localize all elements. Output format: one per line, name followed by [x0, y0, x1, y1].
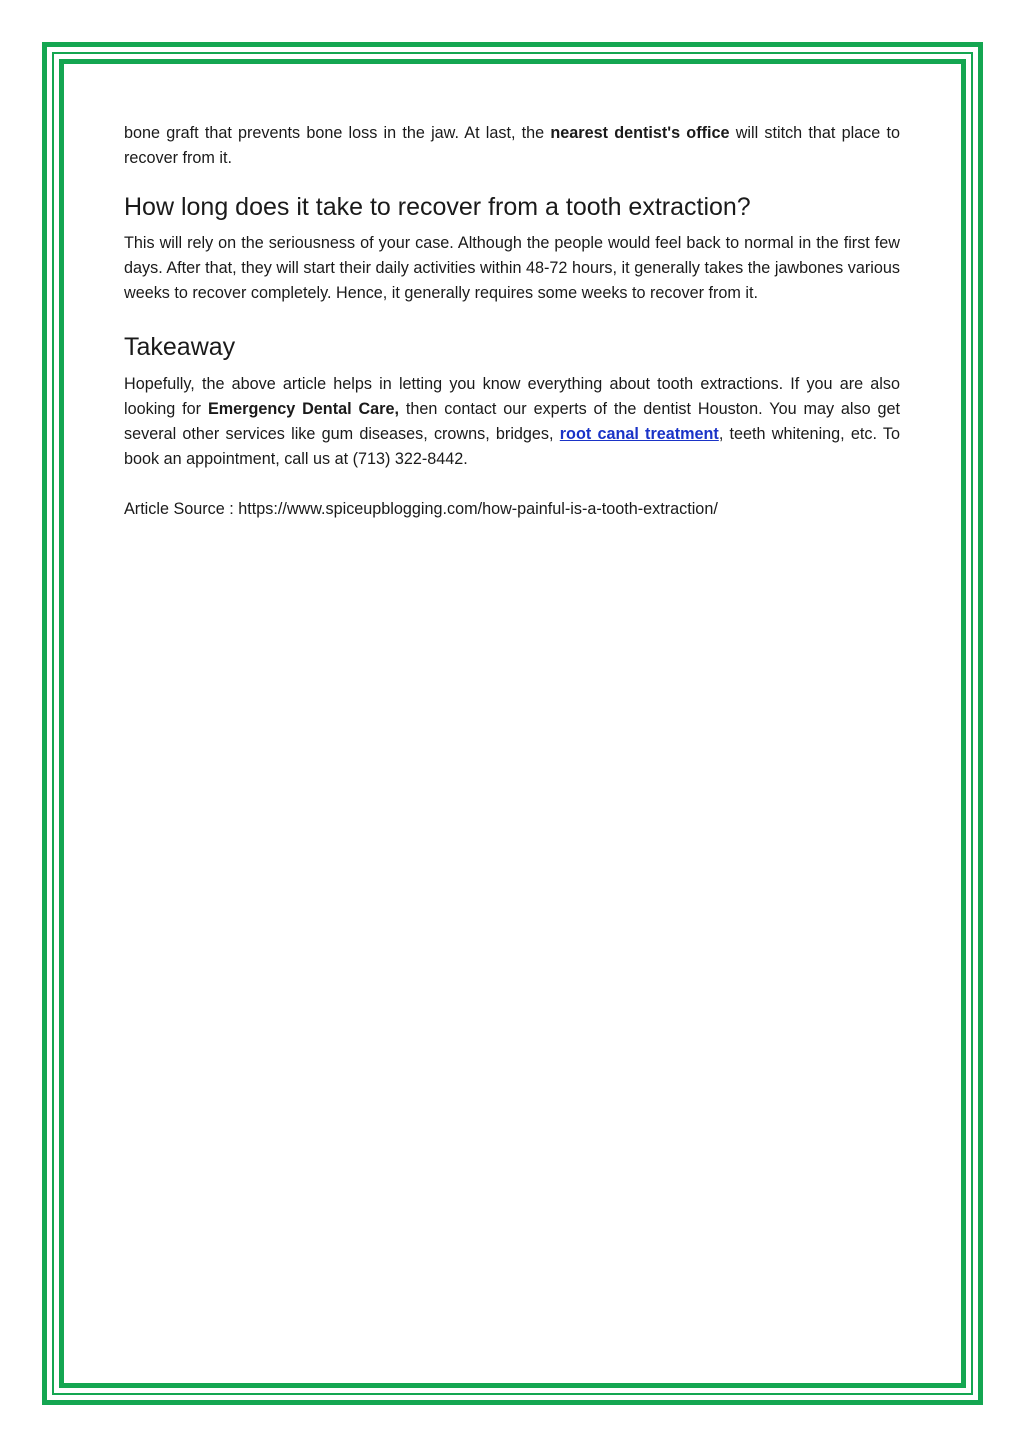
takeaway-text-3: , teeth whitening, etc. To book an appointment, call us at (713) 322-8442.: [124, 425, 901, 468]
intro-text-1: bone graft that prevents bone loss in the jaw. At last, the: [124, 124, 551, 142]
root-canal-treatment-link[interactable]: root canal treatment: [559, 425, 719, 443]
takeaway-text-2: then contact our experts of the dentist Houston. You may also get several other services like gum diseases, crowns, bridges,: [124, 400, 900, 443]
document-content: [124, 121, 900, 522]
intro-paragraph: [124, 121, 900, 171]
recovery-heading: How long does it take to recover from a tooth extraction?: [124, 193, 751, 221]
intro-text-2: will stitch that place to recover from it.: [124, 124, 900, 167]
intro-bold-nearest-dentist: nearest dentist's office: [550, 124, 730, 142]
takeaway-bold-emergency-dental-care: Emergency Dental Care,: [207, 400, 399, 418]
recovery-paragraph: This will rely on the seriousness of your case. Although the people would feel back to normal in the first few days. After that, they will start their daily activities within 48-72 hours, it generally takes the jawbones various weeks to recover completely. Hence, it generally requires some weeks to recover from it.: [124, 234, 900, 302]
takeaway-text-1: Hopefully, the above article helps in letting you know everything about tooth extractions. If you are also looking for: [124, 375, 900, 418]
takeaway-heading: Takeaway: [124, 333, 236, 361]
article-source: Article Source : https://www.spiceupblogging.com/how-painful-is-a-tooth-extraction/: [124, 500, 718, 518]
takeaway-paragraph: [124, 372, 900, 472]
